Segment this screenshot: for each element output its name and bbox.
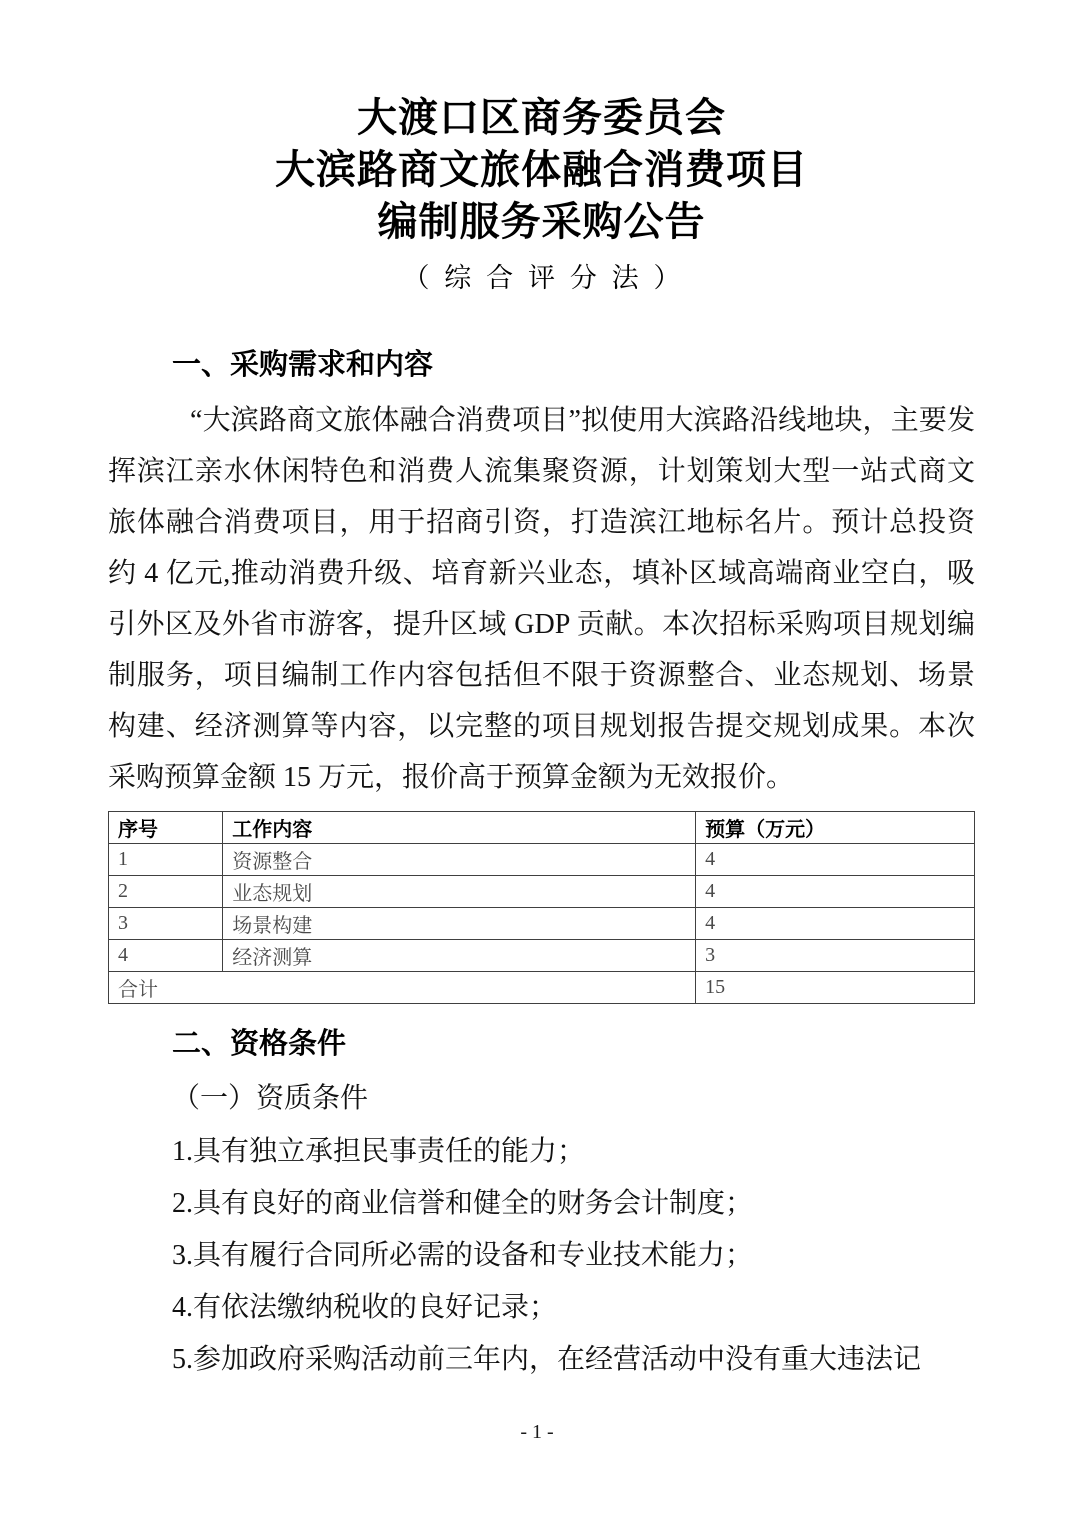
cell-total-label: 合计 xyxy=(109,972,696,1004)
document-title-block xyxy=(108,92,975,295)
header-cell-work-content: 工作内容 xyxy=(223,812,696,844)
table-row xyxy=(109,940,975,972)
qualification-subheading: （一）资质条件 xyxy=(172,1083,369,1114)
title-line-3: 编制服务采购公告 xyxy=(377,199,706,244)
qualification-item-3: 3.具有履行合同所必需的设备和专业技术能力； xyxy=(172,1240,754,1271)
cell-budget: 4 xyxy=(696,844,975,876)
table-row xyxy=(109,908,975,940)
section-1-heading: 一、采购需求和内容 xyxy=(172,349,434,381)
qualification-item-5: 5.参加政府采购活动前三年内，在经营活动中没有重大违法记 xyxy=(172,1344,922,1375)
table-total-row xyxy=(109,972,975,1004)
title-line-2: 大滨路商文旅体融合消费项目 xyxy=(275,147,808,192)
qualification-item-4: 4.有依法缴纳税收的良好记录； xyxy=(172,1292,558,1323)
section-2-heading: 二、资格条件 xyxy=(172,1028,347,1060)
cell-no: 2 xyxy=(109,876,223,908)
budget-table xyxy=(108,811,975,1004)
cell-work-content: 场景构建 xyxy=(223,908,696,940)
qualification-list xyxy=(108,1126,975,1386)
cell-no: 4 xyxy=(109,940,223,972)
table-header-row xyxy=(109,812,975,844)
qualification-item-2: 2.具有良好的商业信誉和健全的财务会计制度； xyxy=(172,1188,754,1219)
table-row xyxy=(109,876,975,908)
title-subtitle: （综合评分法） xyxy=(402,263,696,293)
qualification-item-1: 1.具有独立承担民事责任的能力； xyxy=(172,1136,586,1167)
title-line-1: 大渡口区商务委员会 xyxy=(357,95,726,140)
cell-total-value: 15 xyxy=(696,972,975,1004)
cell-budget: 3 xyxy=(696,940,975,972)
cell-no: 3 xyxy=(109,908,223,940)
cell-budget: 4 xyxy=(696,876,975,908)
cell-budget: 4 xyxy=(696,908,975,940)
cell-work-content: 经济测算 xyxy=(223,940,696,972)
cell-work-content: 资源整合 xyxy=(223,844,696,876)
procurement-description-paragraph: “大滨路商文旅体融合消费项目”拟使用大滨路沿线地块，主要发挥滨江亲水休闲特色和消费人流集聚资源，计划策划大型一站式商文旅体融合消费项目，用于招商引资，打造滨江地标名片。预计总投资约 4 亿元,推动消费升级、培育新兴业态，填补区域高端商业空白，吸引外区及外省市游客，提升区域 GDP 贡献。本次招标采购项目规划编制服务，项目编制工作内容包括但不限于资源整合、业态规划、场景构建、经济测算等内容，以完整的项目规划报告提交规划成果。本次采购预算金额 15 万元，报价高于预算金额为无效报价。 xyxy=(108,405,975,793)
cell-no: 1 xyxy=(109,844,223,876)
cell-work-content: 业态规划 xyxy=(223,876,696,908)
page-number: - 1 - xyxy=(520,1421,554,1443)
header-cell-no: 序号 xyxy=(109,812,223,844)
header-cell-budget: 预算（万元） xyxy=(696,812,975,844)
table-row xyxy=(109,844,975,876)
